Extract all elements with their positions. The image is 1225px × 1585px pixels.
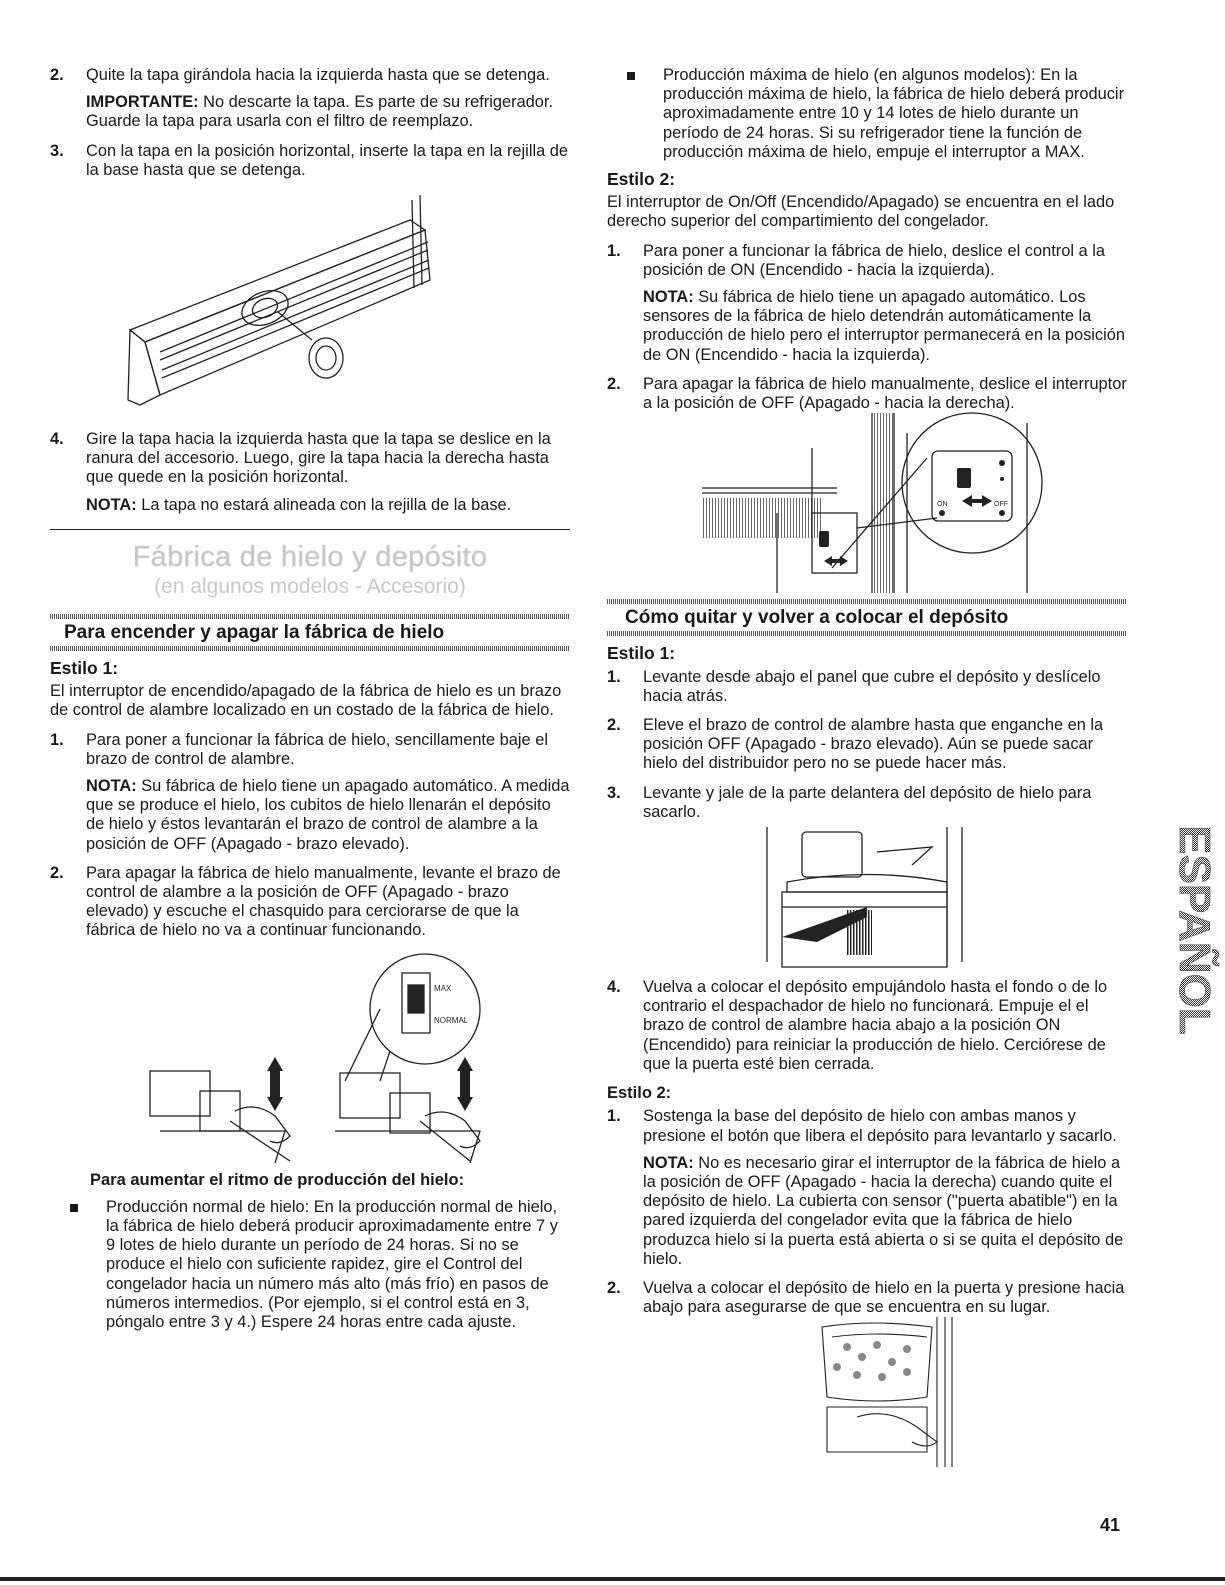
title-bar-bottom — [50, 646, 570, 651]
remove-step-4 — [607, 978, 1127, 1074]
remove-style-1-heading: Estilo 1: — [607, 643, 676, 664]
note-text: La tapa no estará alineada con la rejilla de la base. — [136, 495, 512, 514]
note-text: No descarte la tapa. Es parte de su refrigerador. Guarde la tapa para usarla con el filtro de reemplazo. — [86, 93, 554, 131]
note-label: IMPORTANTE: — [86, 93, 199, 112]
note-label: NOTA: — [86, 777, 137, 796]
note — [86, 777, 570, 854]
bullet-normal-production — [50, 1198, 570, 1332]
step-number: 3. — [50, 141, 64, 160]
title-bar-bottom — [607, 631, 1127, 636]
step-text: Eleve el brazo de control de alambre hasta que enganche en la posición OFF (Apagado - brazo elevado). Aún se puede sacar hielo del distribuidor pero no se puede hacer más. — [643, 716, 1104, 773]
step-4 — [50, 430, 570, 515]
bullet-text: Producción máxima de hielo (en algunos modelos): En la producción máxima de hielo, la fábrica de hielo deberá producir aproximadamente entre 10 y 14 lotes de hielo durante un período de 24 horas. Si su refrigerador tiene la función de producción máxima de hielo, empuje el interruptor a MAX. — [663, 66, 1125, 161]
style2-step-1 — [607, 242, 1127, 365]
note — [643, 288, 1127, 365]
left-column — [50, 66, 570, 1340]
style-2-heading: Estilo 2: — [607, 169, 676, 190]
step-number: 4. — [50, 430, 64, 449]
off-label: OFF — [994, 501, 1008, 509]
step-number: 2. — [607, 1278, 621, 1297]
ice-bin-removal-illustration — [607, 822, 1127, 972]
note — [86, 496, 570, 515]
section-header — [50, 530, 570, 614]
step-text: Vuelva a colocar el depósito empujándolo hasta el fondo o de lo contrario el despachador de hielo no funcionará. Empuje el el brazo de control de alambre hacia abajo a la posición ON (Encendido) para reiniciar la producción de hielo. Cerciórese de que la puerta esté bien cerrada. — [643, 978, 1108, 1073]
note-label: NOTA: — [86, 495, 137, 514]
step-text: Sostenga la base del depósito de hielo con ambas manos y presione el botón que libera el depósito para levantarlo y sacarlo. — [643, 1107, 1117, 1145]
section-subtitle: (en algunos modelos - Accesorio) — [154, 574, 466, 598]
step-2 — [50, 66, 570, 132]
title-bar-top — [607, 599, 1127, 604]
step-text: Para apagar la fábrica de hielo manualmente, levante el brazo de control de alambre a la posición de OFF (Apagado - brazo elevado) y escuche el chasquido para cerciorarse de que la fábrica de hielo no va a continuar funcionando. — [86, 863, 561, 940]
bullet-text: Producción normal de hielo: En la producción normal de hielo, la fábrica de hielo deberá producir aproximadamente entre 7 y 9 lotes de hielo durante un período de 24 horas. Si no se produce el hielo con suficiente rapidez, gire el Control del congelador hacia un número más alto (más frío) en pasos de números intermedios. (Por ejemplo, si el control está en 3, póngalo entre 3 y 4.) Espere 24 horas entre cada ajuste. — [106, 1197, 558, 1332]
style-2-intro: El interruptor de On/Off (Encendido/Apagado) se encuentra en el lado derecho superior del compartimiento del congelador. — [607, 193, 1115, 231]
bullet-marker — [70, 1204, 78, 1212]
language-side-tab — [1150, 810, 1219, 1050]
step-text: Quite la tapa girándola hacia la izquierda hasta que se detenga. — [86, 66, 550, 84]
remove-style-2-heading: Estilo 2: — [607, 1084, 672, 1103]
style-1-heading: Estilo 1: — [50, 658, 119, 679]
step-text: Para apagar la fábrica de hielo manualmente, deslice el interruptor a la posición de OFF (Apagado - hacia la derecha). — [643, 374, 1127, 413]
bin-door-illustration — [607, 1317, 1127, 1467]
remove-style2-step-1 — [607, 1107, 1127, 1269]
remove-step-1 — [607, 668, 1127, 706]
page-number: 41 — [1100, 1515, 1121, 1535]
step-number: 1. — [607, 1107, 621, 1126]
important-note — [86, 93, 570, 131]
step-text: Levante y jale de la parte delantera del depósito de hielo para sacarlo. — [643, 783, 1092, 821]
note-label: NOTA: — [643, 288, 694, 307]
step-number: 4. — [607, 978, 621, 997]
note — [643, 1154, 1127, 1269]
bottom-rule — [0, 1577, 1225, 1581]
note-text: No es necesario girar el interruptor de la fábrica de hielo a la posición de OFF (Apagado - hacia la derecha) cuando quite el depósito de hielo. La cubierta con sensor ("puerta abatible") en la pared izquierda del congelador evita que la fábrica de hielo produzca hielo si la puerta está abierta o si se quita el depósito de hielo. — [643, 1153, 1124, 1268]
right-column — [607, 66, 1127, 1467]
side-tab-text: ESPAÑOL — [1170, 825, 1219, 1035]
style2-step-2 — [607, 375, 1127, 413]
normal-label: NORMAL — [434, 1015, 469, 1025]
step-text: Levante desde abajo el panel que cubre el depósito y deslícelo hacia atrás. — [643, 667, 1101, 705]
remove-style2-step-2 — [607, 1279, 1127, 1317]
wire-arm-illustration — [50, 951, 570, 1163]
max-label: MAX — [434, 983, 452, 993]
rate-heading: Para aumentar el ritmo de producción del hielo: — [90, 1170, 465, 1189]
section-title: Fábrica de hielo y depósito — [132, 540, 488, 573]
note-text: Su fábrica de hielo tiene un apagado automático. Los sensores de la fábrica de hielo detendrán automáticamente la producción de hielo pero el interruptor permanecerá en la posición de ON (Encendido - hacia la izquierda). — [643, 288, 1125, 364]
step-number: 1. — [50, 730, 64, 749]
on-label: ON — [937, 501, 948, 509]
title-bar-top — [50, 614, 570, 619]
step-number: 2. — [607, 716, 621, 735]
step-3 — [50, 142, 570, 180]
remove-step-3 — [607, 784, 1127, 822]
style-1-intro: El interruptor de encendido/apagado de la fábrica de hielo es un brazo de control de alambre localizado en un costado de la fábrica de hielo. — [50, 682, 562, 720]
step-number: 2. — [50, 863, 64, 882]
step-number: 1. — [607, 667, 621, 686]
on-off-switch-illustration — [607, 413, 1127, 593]
step-text: Para poner a funcionar la fábrica de hielo, sencillamente baje el brazo de control de alambre. — [86, 730, 548, 768]
step-number: 2. — [607, 374, 621, 393]
step-number: 3. — [607, 783, 621, 802]
step-text: Gire la tapa hacia la izquierda hasta que la tapa se deslice en la ranura del accesorio. Luego, gire la tapa hacia la derecha hasta que quede en la posición horizontal. — [86, 430, 551, 487]
step-text: Vuelva a colocar el depósito de hielo en la puerta y presione hacia abajo para asegurarse de que se encuentra en su lugar. — [643, 1278, 1125, 1317]
note-text: Su fábrica de hielo tiene un apagado automático. A medida que se produce el hielo, los cubitos de hielo llenarán el depósito de hielo y éstos levantarán el brazo de control de alambre a la posición de OFF (Apagado - brazo elevado). — [86, 777, 570, 853]
step-number: 1. — [607, 241, 621, 260]
style1-step-1 — [50, 731, 570, 854]
style1-step-2 — [50, 864, 570, 941]
filter-cap-illustration — [50, 190, 570, 430]
bullet-max-production — [607, 66, 1127, 162]
subsection-title: Cómo quitar y volver a colocar el depósito — [625, 607, 1009, 629]
note-label: NOTA: — [643, 1153, 694, 1172]
subsection-title: Para encender y apagar la fábrica de hielo — [64, 621, 445, 643]
bullet-marker — [627, 72, 635, 80]
step-number: 2. — [50, 66, 64, 84]
remove-step-2 — [607, 716, 1127, 774]
step-text: Con la tapa en la posición horizontal, inserte la tapa en la rejilla de la base hasta que se detenga. — [86, 141, 569, 179]
step-text: Para poner a funcionar la fábrica de hielo, deslice el control a la posición de ON (Encendido - hacia la izquierda). — [643, 241, 1105, 279]
